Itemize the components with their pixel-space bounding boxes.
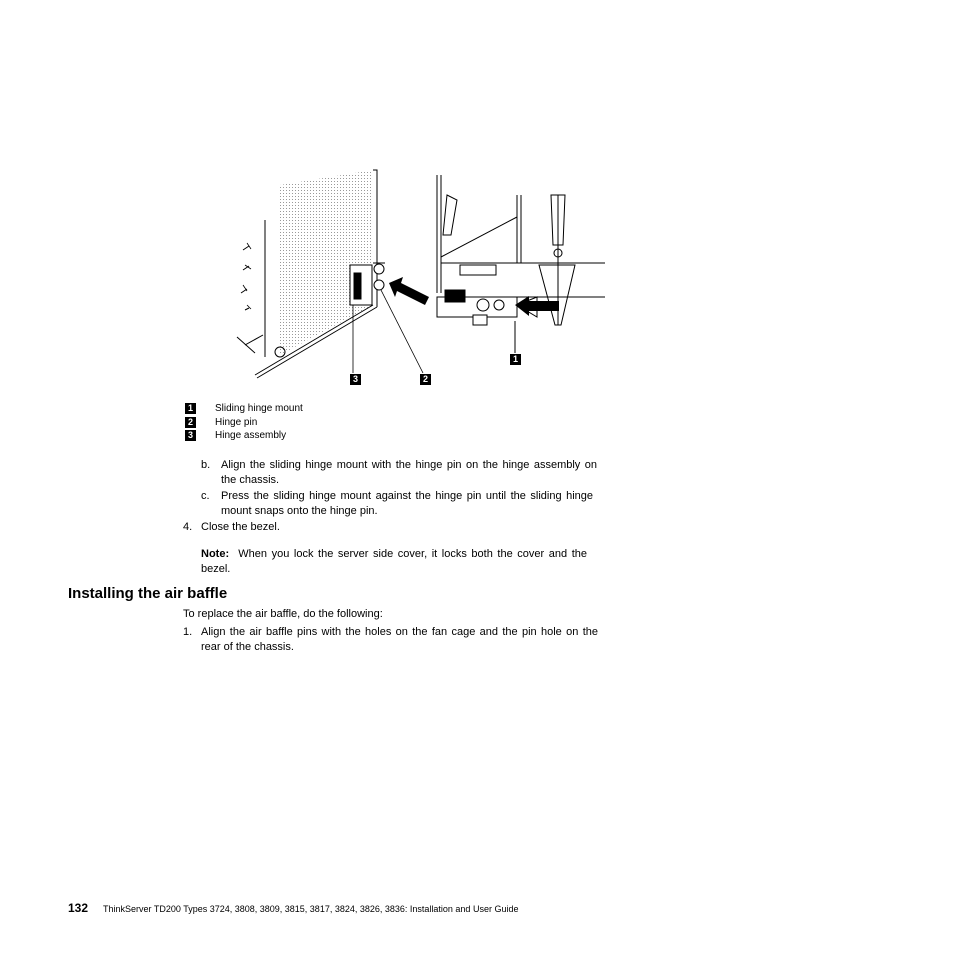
figure-callout-1: 1: [510, 354, 521, 365]
legend-text: Sliding hinge mount: [215, 403, 303, 414]
legend-text: Hinge assembly: [215, 430, 287, 441]
figure-callout-3: 3: [350, 374, 361, 385]
section-intro: To replace the air baffle, do the following:: [183, 608, 383, 620]
legend-callout: 2: [185, 417, 196, 428]
step-text: Press the sliding hinge mount against the hinge pin until the sliding hinge mount snaps onto the hinge pin.: [221, 490, 593, 517]
insert-arrow-left: [389, 277, 429, 305]
step-b: [201, 458, 601, 488]
bezel-side-view: [237, 170, 385, 378]
hinge-detail-view: [437, 175, 605, 353]
step-4: [183, 520, 603, 535]
figure-callout-2: 2: [420, 374, 431, 385]
step-marker: 4.: [183, 521, 193, 533]
legend-callout: 1: [185, 403, 196, 414]
page-number: 132: [68, 901, 89, 915]
footer-title: ThinkServer TD200 Types 3724, 3808, 3809, 3815, 3817, 3824, 3826, 3836: Installation and User Guide: [103, 904, 519, 914]
note-text: When you lock the server side cover, it locks both the cover and the bezel.: [201, 548, 587, 575]
step-1: [183, 625, 603, 655]
step-text: Align the air baffle pins with the holes on the fan cage and the pin hole on the rear of the chassis.: [201, 626, 598, 653]
note: [201, 547, 587, 577]
section-heading: Installing the air baffle: [68, 585, 228, 602]
note-label: Note:: [201, 548, 230, 560]
legend-callout: 3: [185, 430, 196, 441]
step-c: [201, 489, 601, 519]
hinge-diagram: [225, 165, 605, 395]
step-text: Close the bezel.: [201, 521, 280, 533]
hinge-illustration: [225, 165, 605, 395]
step-marker: c.: [201, 490, 210, 502]
step-text: Align the sliding hinge mount with the hinge pin on the hinge assembly on the chassis.: [221, 459, 597, 486]
legend-text: Hinge pin: [215, 417, 258, 428]
step-marker: 1.: [183, 626, 193, 638]
step-marker: b.: [201, 459, 211, 471]
